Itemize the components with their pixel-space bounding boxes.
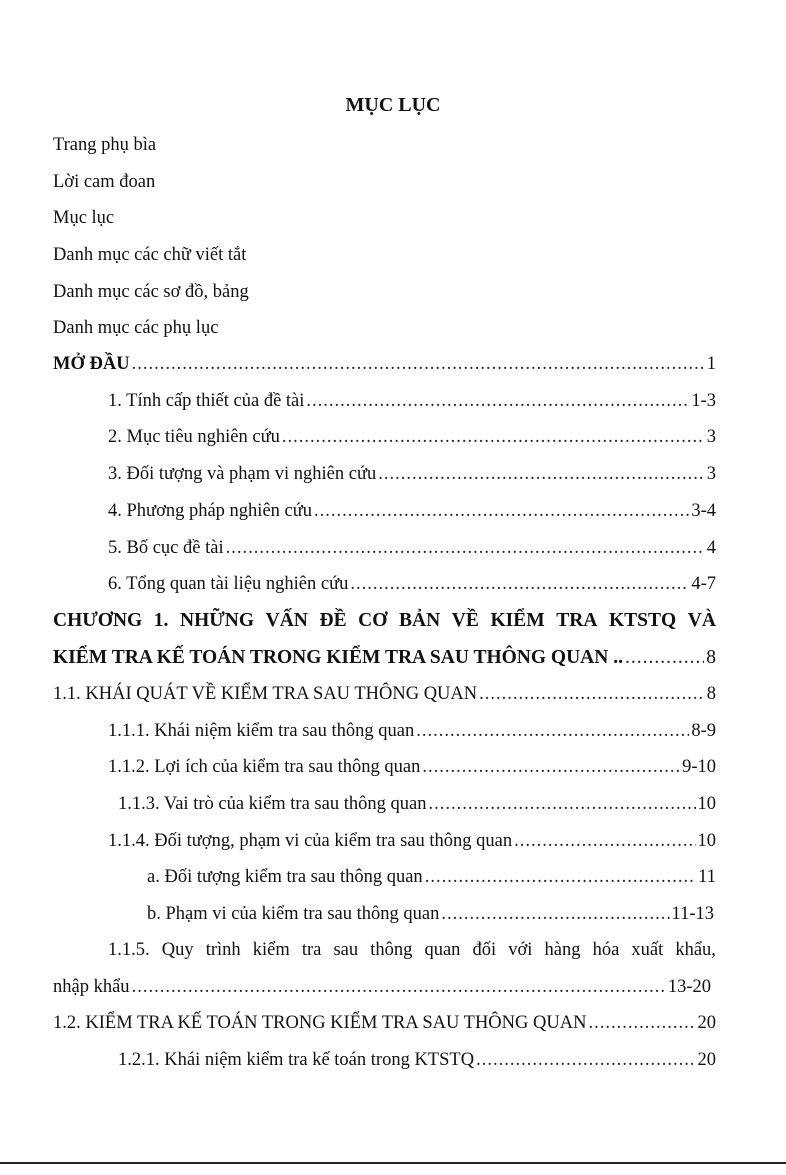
toc-front-item-cover[interactable] bbox=[53, 130, 716, 160]
page-title: MỤC LỤC bbox=[345, 94, 441, 116]
toc-section-1-2[interactable] bbox=[53, 1008, 716, 1038]
toc-page: 8 bbox=[706, 684, 716, 704]
toc-page: 1-3 bbox=[691, 391, 716, 411]
toc-word: CHƯƠNG bbox=[53, 610, 143, 631]
toc-label: Lời cam đoan bbox=[53, 172, 156, 192]
toc-front-item-abbreviations[interactable] bbox=[53, 240, 716, 270]
toc-item-1-1-4-a[interactable] bbox=[147, 862, 716, 892]
toc-page: 8-9 bbox=[691, 721, 716, 741]
toc-label: 5. Bố cục đề tài bbox=[108, 538, 224, 558]
toc-page: 9-10 bbox=[682, 757, 716, 777]
toc-word: hàng bbox=[544, 940, 581, 960]
toc-word: CƠ bbox=[358, 610, 388, 631]
toc-word: Quy bbox=[161, 940, 194, 960]
leader-dots bbox=[479, 679, 705, 709]
toc-label: 2. Mục tiêu nghiên cứu bbox=[108, 427, 280, 447]
toc-page: 1 bbox=[706, 354, 716, 374]
toc-label: 1.1.3. Vai trò của kiểm tra sau thông quan bbox=[118, 794, 427, 814]
leader-dots bbox=[425, 862, 696, 892]
toc-label: 1.1.4. Đối tượng, phạm vi của kiểm tra sau thông quan bbox=[108, 831, 513, 851]
toc-label: Danh mục các phụ lục bbox=[53, 318, 219, 338]
toc-page: 4 bbox=[706, 538, 716, 558]
toc-word: hóa bbox=[592, 940, 620, 960]
toc-chapter-1-line1[interactable] bbox=[53, 606, 716, 636]
toc-word: TRA bbox=[556, 610, 598, 631]
toc-section-1-1[interactable] bbox=[53, 679, 716, 709]
toc-subsection-1-1-5-line1[interactable] bbox=[108, 935, 716, 965]
toc-chapter-1-line2[interactable] bbox=[53, 643, 716, 673]
toc-front-item-declaration[interactable] bbox=[53, 167, 716, 197]
toc-label: Trang phụ bìa bbox=[53, 135, 157, 155]
toc-word: 1.1.5. bbox=[108, 940, 150, 960]
toc-word: BẢN bbox=[399, 610, 441, 631]
toc-word: đối bbox=[472, 940, 497, 960]
toc-word: sau bbox=[333, 940, 359, 960]
toc-subsection-1-1-5-line2[interactable] bbox=[53, 972, 711, 1002]
toc-label: 1. Tính cấp thiết của đề tài bbox=[108, 391, 305, 411]
toc-label: 1.1.2. Lợi ích của kiểm tra sau thông quan bbox=[108, 757, 421, 777]
toc-intro-item[interactable] bbox=[108, 569, 716, 599]
toc-word: xuất bbox=[631, 940, 664, 960]
toc-word: VỀ bbox=[451, 610, 479, 631]
toc-word: quan bbox=[424, 940, 461, 960]
toc-page: 8 bbox=[706, 647, 716, 668]
toc-label: MỞ ĐẦU bbox=[53, 354, 130, 374]
toc-word: KTSTQ bbox=[609, 610, 677, 631]
toc-word: khẩu, bbox=[675, 940, 716, 960]
toc-label: 1.1. KHÁI QUÁT VỀ KIỂM TRA SAU THÔNG QUAN bbox=[53, 684, 478, 704]
toc-item-1-1-4-b[interactable] bbox=[147, 899, 714, 929]
leader-dots bbox=[625, 643, 704, 673]
toc-label: 1.2. KIỂM TRA KẾ TOÁN TRONG KIỂM TRA SAU THÔNG QUAN bbox=[53, 1013, 587, 1033]
toc-page: 3 bbox=[706, 427, 716, 447]
leader-dots bbox=[350, 569, 689, 599]
toc-page: 3-4 bbox=[691, 501, 716, 521]
toc-word: 1. bbox=[153, 610, 169, 631]
toc-label: a. Đối tượng kiểm tra sau thông quan bbox=[147, 867, 423, 887]
toc-intro-item[interactable] bbox=[108, 459, 716, 489]
toc-word: với bbox=[508, 940, 533, 960]
toc-subsection-1-1-4[interactable] bbox=[108, 826, 716, 856]
toc-label: Danh mục các sơ đồ, bảng bbox=[53, 282, 249, 302]
toc-front-item-diagrams[interactable] bbox=[53, 277, 716, 307]
toc-intro-item[interactable] bbox=[108, 422, 716, 452]
leader-dots bbox=[416, 716, 689, 746]
toc-word: kiểm bbox=[252, 940, 290, 960]
toc-label: Mục lục bbox=[53, 208, 115, 228]
toc-page: 10 bbox=[697, 794, 716, 814]
toc-page: 3 bbox=[706, 464, 716, 484]
leader-dots bbox=[476, 1045, 695, 1075]
leader-dots bbox=[132, 972, 666, 1002]
leader-dots bbox=[378, 459, 705, 489]
toc-word: ĐỀ bbox=[319, 610, 347, 631]
toc-page: 13-20 bbox=[667, 977, 711, 997]
toc-subsection-1-1-2[interactable] bbox=[108, 752, 716, 782]
toc-intro-item[interactable] bbox=[108, 496, 716, 526]
page-bottom-rule bbox=[0, 1162, 786, 1164]
toc-subsection-1-1-3[interactable] bbox=[118, 789, 716, 819]
leader-dots bbox=[132, 349, 705, 379]
toc-word: thông bbox=[370, 940, 413, 960]
leader-dots bbox=[514, 826, 695, 856]
toc-page: 11-13 bbox=[671, 904, 714, 924]
toc-page: 4-7 bbox=[691, 574, 716, 594]
toc-subsection-1-2-1[interactable] bbox=[118, 1045, 716, 1075]
toc-intro-item[interactable] bbox=[108, 533, 716, 563]
toc-word: tra bbox=[301, 940, 322, 960]
toc-word: VẤN bbox=[265, 610, 308, 631]
leader-dots bbox=[422, 752, 680, 782]
toc-word: trình bbox=[205, 940, 241, 960]
toc-front-item-appendices[interactable] bbox=[53, 313, 716, 343]
toc-label: KIỂM TRA KẾ TOÁN TRONG KIỂM TRA SAU THÔNG QUAN .. bbox=[53, 647, 623, 668]
toc-subsection-1-1-1[interactable] bbox=[108, 716, 716, 746]
toc-label: 1.2.1. Khái niệm kiểm tra kế toán trong KTSTQ bbox=[118, 1050, 475, 1070]
toc-front-item-contents[interactable] bbox=[53, 203, 716, 233]
leader-dots bbox=[428, 789, 695, 819]
leader-dots bbox=[226, 533, 705, 563]
toc-intro-item[interactable] bbox=[108, 386, 716, 416]
toc-word: VÀ bbox=[687, 610, 716, 631]
toc-label: nhập khẩu bbox=[53, 977, 130, 997]
toc-label: 4. Phương pháp nghiên cứu bbox=[108, 501, 313, 521]
toc-word: KIỂM bbox=[490, 610, 545, 631]
toc-page: 20 bbox=[697, 1050, 716, 1070]
leader-dots bbox=[282, 422, 705, 452]
toc-intro[interactable] bbox=[53, 349, 716, 379]
leader-dots bbox=[314, 496, 689, 526]
leader-dots bbox=[306, 386, 689, 416]
toc-label: 3. Đối tượng và phạm vi nghiên cứu bbox=[108, 464, 377, 484]
toc-word: NHỮNG bbox=[180, 610, 255, 631]
toc-label: b. Phạm vi của kiểm tra sau thông quan bbox=[147, 904, 440, 924]
toc-label: 1.1.1. Khái niệm kiểm tra sau thông quan bbox=[108, 721, 415, 741]
toc-page: 10 bbox=[697, 831, 716, 851]
leader-dots bbox=[588, 1008, 695, 1038]
toc-page: 11 bbox=[698, 867, 716, 887]
toc-label: 6. Tổng quan tài liệu nghiên cứu bbox=[108, 574, 349, 594]
toc-label: Danh mục các chữ viết tắt bbox=[53, 245, 247, 265]
toc-page: 20 bbox=[697, 1013, 716, 1033]
leader-dots bbox=[441, 899, 669, 929]
